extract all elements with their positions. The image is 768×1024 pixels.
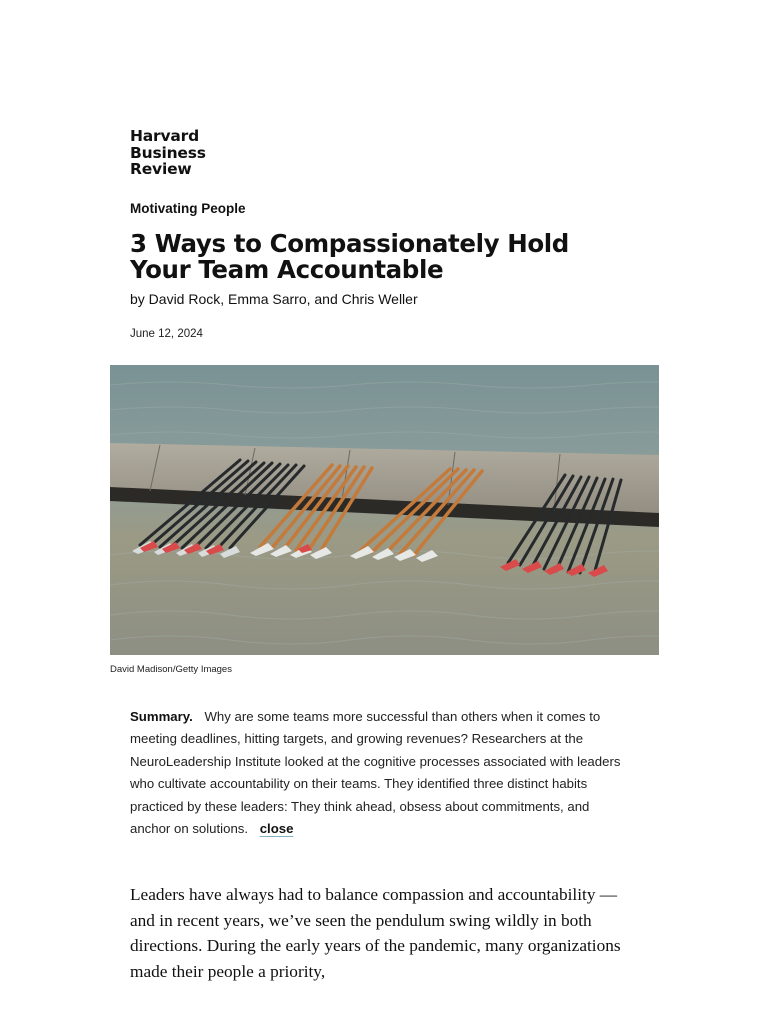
- topic-link[interactable]: Motivating People: [130, 201, 246, 216]
- logo-line-1: Harvard: [130, 127, 199, 145]
- summary-text: Why are some teams more successful than others when it comes to meeting deadlines, hitting targets, and growing revenues? Researchers at the NeuroLeadership Institute looked at the cognitive processes associated with leaders who cultivate accountability on their teams. They identified three distinct habits practiced by these leaders: They think ahead, obsess about commitments, and anchor on solutions.: [130, 709, 621, 837]
- article-title: 3 Ways to Compassionately Hold Your Team Accountable: [130, 229, 569, 284]
- logo-line-3: Review: [130, 160, 192, 178]
- logo-line-2: Business: [130, 143, 206, 162]
- hero-image: [110, 365, 659, 655]
- image-credit: David Madison/Getty Images: [110, 664, 232, 675]
- publish-date: June 12, 2024: [130, 328, 203, 340]
- article-body-paragraph: Leaders have always had to balance compassion and accountability — and in recent years, we’ve seen the pendulum swing wildly in both directions. During the early years of the pandemic, many organizations made their people a priority,: [130, 885, 621, 981]
- article-summary: [130, 706, 630, 840]
- hbr-logo[interactable]: [130, 128, 206, 178]
- summary-close-button[interactable]: close: [259, 821, 294, 837]
- summary-label: Summary.: [130, 709, 193, 724]
- byline: by David Rock, Emma Sarro, and Chris Weller: [130, 291, 418, 307]
